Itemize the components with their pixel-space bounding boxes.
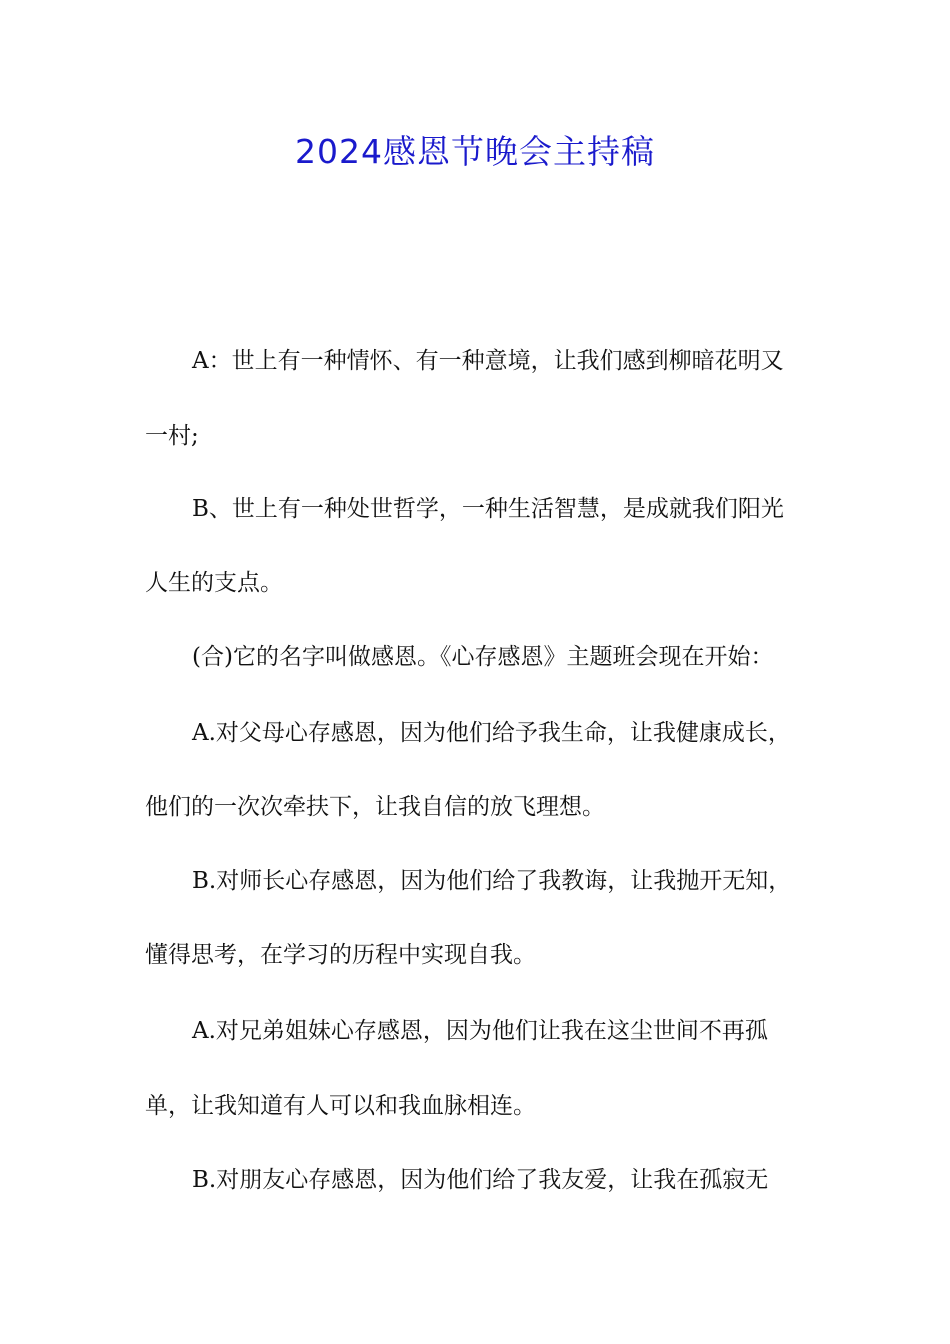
paragraph-line: B.对朋友心存感恩，因为他们给了我友爱，让我在孤寂无 [192,1167,769,1193]
document-title: 2024感恩节晚会主持稿 [295,132,655,171]
paragraph-line: 懂得思考，在学习的历程中实现自我。 [145,942,536,968]
paragraph-line: (合)它的名字叫做感恩。《心存感恩》主题班会现在开始： [192,644,774,670]
paragraph-line: A.对父母心存感恩，因为他们给予我生命，让我健康成长， [192,720,791,746]
paragraph-line: 人生的支点。 [145,570,283,596]
paragraph-line: B.对师长心存感恩，因为他们给了我教诲，让我抛开无知， [192,868,792,894]
paragraph-line: B、世上有一种处世哲学，一种生活智慧，是成就我们阳光 [192,496,784,522]
paragraph-line: 他们的一次次牵扶下，让我自信的放飞理想。 [145,794,605,820]
paragraph-line: A.对兄弟姐妹心存感恩，因为他们让我在这尘世间不再孤 [192,1018,768,1044]
paragraph-line: A：世上有一种情怀、有一种意境，让我们感到柳暗花明又 [192,348,784,374]
paragraph-line: 一村; [145,423,199,449]
paragraph-line: 单，让我知道有人可以和我血脉相连。 [145,1093,536,1119]
